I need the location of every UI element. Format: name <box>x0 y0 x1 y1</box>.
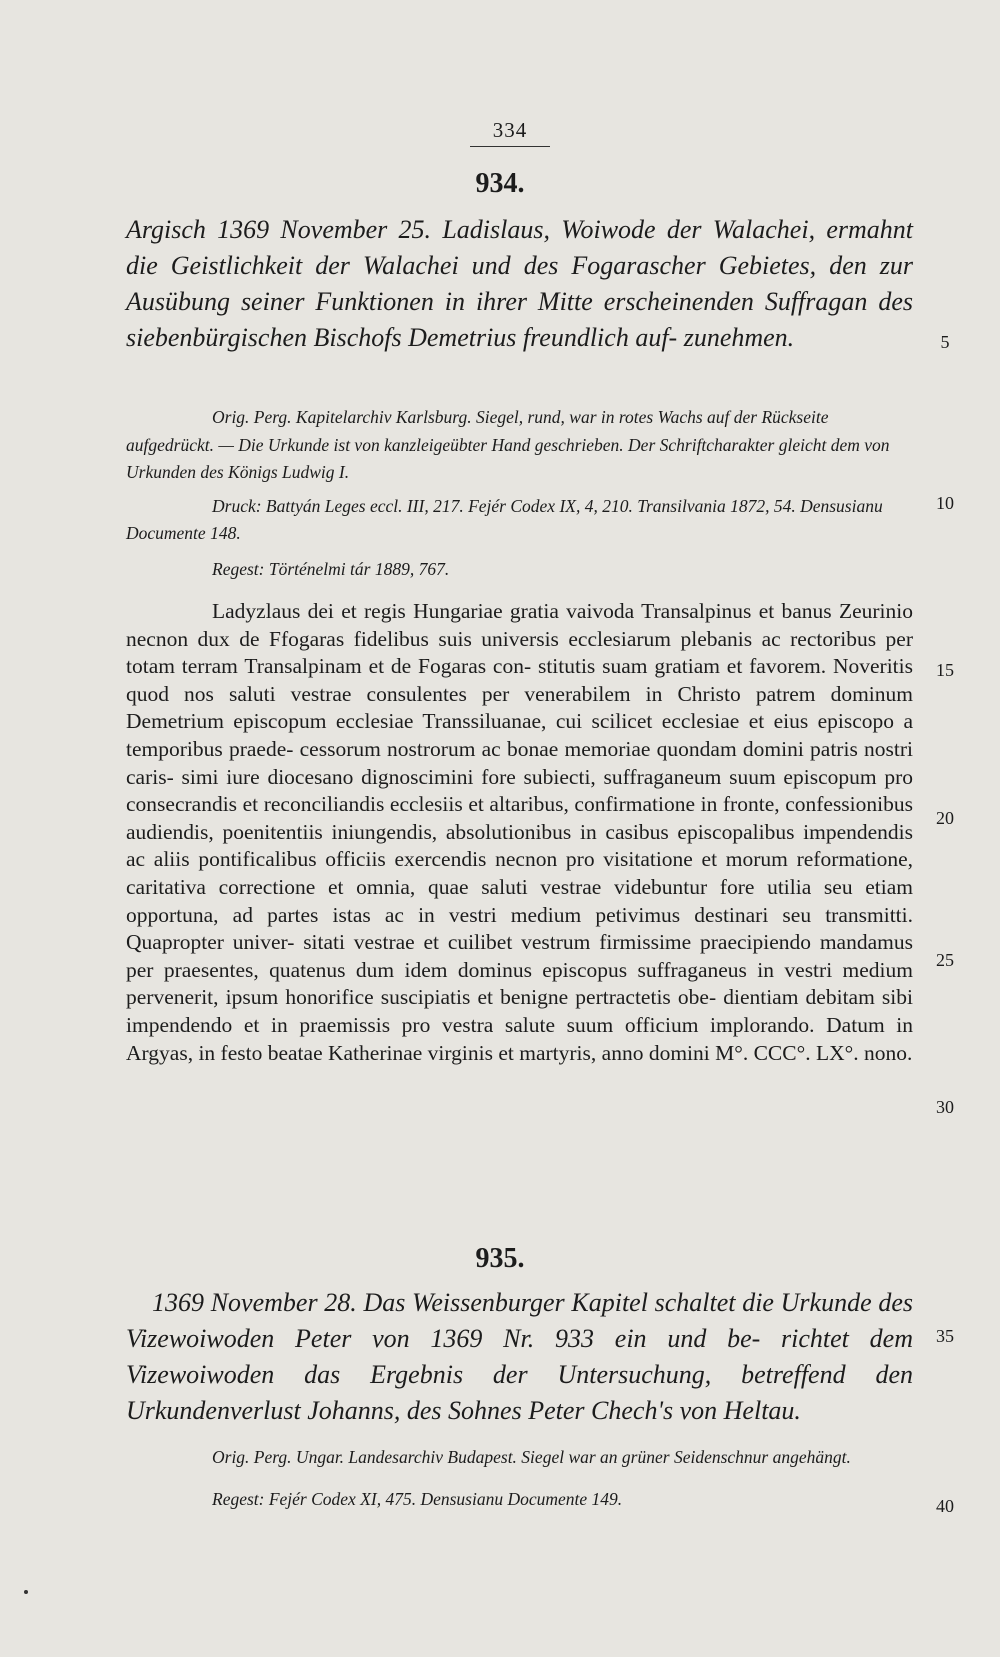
doc-934-note-regest: Regest: Történelmi tár 1889, 767. <box>212 558 450 579</box>
line-number: 40 <box>936 1496 954 1516</box>
line-number: 30 <box>936 1097 954 1117</box>
line-number: 20 <box>936 808 954 828</box>
doc-934-number: 934. <box>475 168 525 199</box>
line-number: 25 <box>936 950 954 970</box>
doc-935-regest: 1369 November 28. Das Weissenburger Kapitel schaltet die Urkunde des Vizewoiwoden Peter von 1369 Nr. 933 ein und be- richtet dem Vizewoiwoden das Ergebnis der Untersuchung, betreffend den Urkundenverlust Johanns, des Sohnes Peter Chech's von Heltau. <box>126 1288 913 1425</box>
page-number: 334 <box>492 118 528 142</box>
doc-934-note-druck: Druck: Battyán Leges eccl. III, 217. Fejér Codex IX, 4, 210. Transilvania 1872, 54. Densusianu Documente 148. <box>126 495 883 543</box>
doc-934-note-orig: Orig. Perg. Kapitelarchiv Karlsburg. Siegel, rund, war in rotes Wachs auf der Rückseite aufgedrückt. — Die Urkunde ist von kanzleigeübter Hand geschrieben. Der Schriftcharakter gleicht dem von Urkunden des Königs Ludwig I. <box>126 407 890 482</box>
doc-935-note-orig: Orig. Perg. Ungar. Landesarchiv Budapest. Siegel war an grüner Seidenschnur angehängt. <box>212 1447 851 1467</box>
page-number-rule <box>470 146 550 147</box>
page-speck <box>24 1590 28 1594</box>
line-number: 5 <box>940 332 950 352</box>
doc-935-number: 935. <box>475 1243 525 1274</box>
doc-935-note-regest: Regest: Fejér Codex XI, 475. Densusianu Documente 149. <box>212 1488 623 1509</box>
doc-934-regest-block <box>126 212 913 356</box>
doc-934-regest: Argisch 1369 November 25. Ladislaus, Woiwode der Walachei, ermahnt die Geistlichkeit der Walachei und des Fogarascher Gebietes, den zur Ausübung seiner Funktionen in ihrer Mitte erscheinenden Suffragan des siebenbürgischen Bischofs Demetrius freundlich auf- zunehmen. <box>126 215 913 352</box>
doc-934-text-block <box>126 598 913 1067</box>
doc-934-notes <box>126 404 913 583</box>
line-number: 10 <box>936 493 954 513</box>
doc-935-notes <box>126 1444 913 1513</box>
doc-934-text: Ladyzlaus dei et regis Hungariae gratia vaivoda Transalpinus et banus Zeurinio necnon dux de Ffogaras fidelibus suis universis ecclesiarum plebanis ac rectoribus per totam terram Transalpinam et de Fogaras con- stitutis suam gratiam et favorem. Noveritis quod nos saluti vestrae consulentes per venerabilem in Christo patrem dominum Demetrium episcopum ecclesiae Transsiluanae, cui scilicet ecclesiae et eius episcopo a temporibus praede- cessorum nostrorum ac bonae memoriae quondam domini patris nostri caris- simi iure diocesano dignoscimini fore subiecti, suffraganeum suum episcopum pro consecrandis et reconciliandis ecclesiis et altaribus, confirmatione in fronte, confessionibus audiendis, poenitentiis iniungendis, absolutionibus in casibus episcopalibus impendendis ac aliis pontificalibus officiis exercendis necnon pro visitatione et morum reformatione, caritativa correctione et omnia, quae saluti vestrae videbuntur fore utilia seu etiam opportuna, ad partes istas ac in vestri medium petivimus destinari seu transmitti. Quapropter univer- sitati vestrae et cuilibet vestrum firmissime praecipiendo mandamus per praesentes, quatenus dum idem dominus episcopus suffraganeus in vestri medium pervenerit, ipsum honorifice suscipiatis et benigne pertractetis obe- dientiam debitam sibi impendendo et in praemissis pro vestra salute suum officium implorando. Datum in Argyas, in festo beatae Katherinae virginis et martyris, anno domini M°. CCC°. LX°. nono. <box>126 599 913 1065</box>
line-number: 35 <box>936 1326 954 1346</box>
line-number: 15 <box>936 660 954 680</box>
doc-935-regest-block <box>126 1285 913 1429</box>
